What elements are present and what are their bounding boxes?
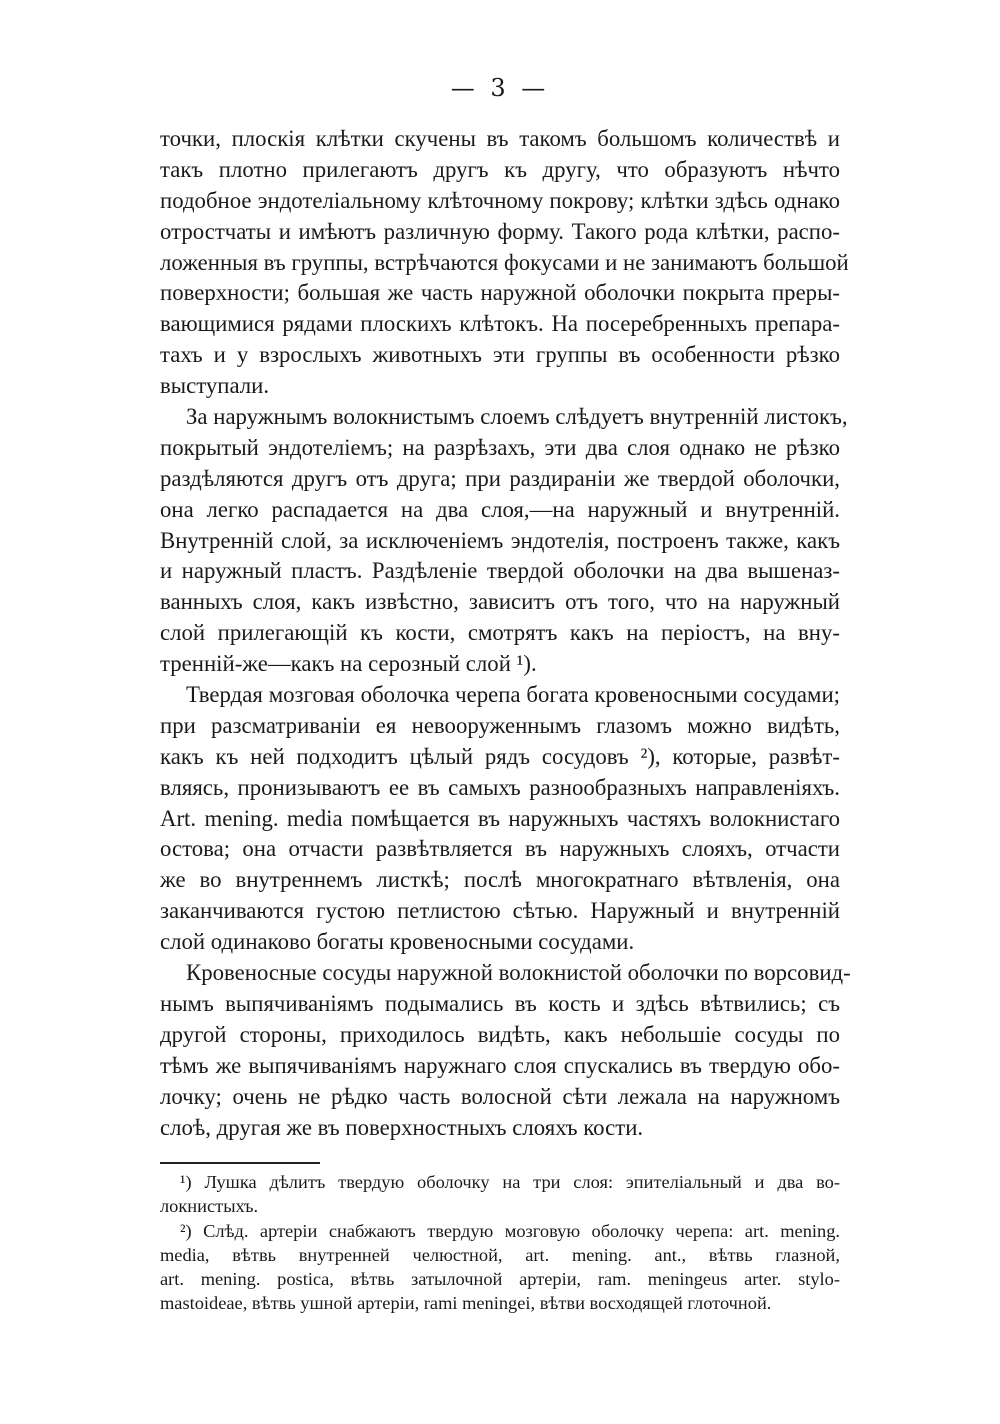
text-line: нымъ выпячиваніямъ подымались въ кость и здѣсь вѣтвились; съ bbox=[160, 990, 840, 1016]
text-line: слой одинаково богаты кровеносными сосудами. bbox=[160, 929, 635, 955]
paragraph bbox=[160, 124, 849, 402]
text-line: Art. mening. media помѣщается въ наружныхъ частяхъ волокнистаго bbox=[160, 805, 840, 831]
footnote-line: локнистыхъ. bbox=[160, 1196, 259, 1217]
text-line: раздѣляются другъ отъ друга; при раздираніи же твердой оболочки, bbox=[160, 465, 840, 491]
footnote-line: ²) Слѣд. артеріи снабжаютъ твердую мозговую оболочку черепа: art. mening. bbox=[180, 1220, 840, 1241]
text-line: слой прилегающій къ кости, смотрятъ какъ на періостъ, на вну- bbox=[160, 620, 840, 646]
page-number: — 3 — bbox=[450, 74, 550, 102]
footnote-divider bbox=[160, 1162, 320, 1164]
footnote-1 bbox=[160, 1170, 840, 1219]
text-line: За наружнымъ волокнистымъ слоемъ слѣдуетъ внутренній листокъ, bbox=[186, 404, 848, 430]
text-line: лочку; очень не рѣдко часть волосной сѣти лежала на наружномъ bbox=[160, 1083, 840, 1109]
text-line: же во внутреннемъ листкѣ; послѣ многократнаго вѣтвленія, она bbox=[160, 867, 840, 893]
text-line: тахъ и у взрослыхъ животныхъ эти группы въ особенности рѣзко bbox=[160, 342, 840, 368]
text-line: заканчиваются густою петлистою сѣтью. Наружный и внутренній bbox=[160, 898, 840, 924]
text-line: Кровеносные сосуды наружной волокнистой оболочки по ворсовид- bbox=[186, 960, 851, 986]
text-line: остова; она отчасти развѣтвляется въ наружныхъ слояхъ, отчасти bbox=[160, 836, 840, 862]
text-line: отростчаты и имѣютъ различную форму. Такого рода клѣтки, распо- bbox=[160, 218, 840, 244]
text-line: при разсматриваніи ея невооруженнымъ глазомъ можно видѣть, bbox=[160, 712, 840, 738]
footnote-line: mastoideae, вѣтвь ушной артеріи, rami meningei, вѣтви восходящей глоточной. bbox=[160, 1293, 772, 1314]
footnote-line: ¹) Лушка дѣлитъ твердую оболочку на три слоя: эпителіальный и два во- bbox=[180, 1172, 840, 1192]
text-line: ванныхъ слоя, какъ извѣстно, зависитъ отъ того, что на наружный bbox=[160, 589, 840, 615]
text-line: точки, плоскія клѣтки скучены въ такомъ большомъ количествѣ и bbox=[160, 126, 840, 151]
text-line: такъ плотно прилегаютъ другъ къ другу, что образуютъ нѣчто bbox=[160, 156, 840, 182]
paragraph bbox=[160, 402, 848, 680]
text-line: вляясь, пронизываютъ ее въ самыхъ разнообразныхъ направленіяхъ. bbox=[160, 774, 840, 800]
text-line: выступали. bbox=[160, 373, 270, 399]
footnote-line: art. mening. postica, вѣтвь затылочной артеріи, ram. meningeus arter. stylo- bbox=[160, 1269, 840, 1290]
text-line: она легко распадается на два слоя,—на наружный и внутренній. bbox=[160, 496, 840, 522]
footnotes bbox=[160, 1170, 840, 1316]
text-line: ложенныя въ группы, встрѣчаются фокусами и не занимаютъ большой bbox=[160, 249, 849, 275]
text-line: другой стороны, приходилось видѣть, какъ небольшіе сосуды по bbox=[160, 1021, 840, 1047]
text-line: слоѣ, другая же въ поверхностныхъ слояхъ кости. bbox=[160, 1114, 644, 1140]
text-line: Внутренній слой, за исключеніемъ эндотелія, построенъ также, какъ bbox=[160, 527, 840, 553]
footnote-line: media, вѣтвь внутренней челюстной, art. mening. ant., вѣтвь глазной, bbox=[160, 1244, 840, 1265]
text-line: тѣмъ же выпячиваніямъ наружнаго слоя спускались въ твердую обо- bbox=[160, 1052, 840, 1078]
text-line: и наружный пластъ. Раздѣленіе твердой оболочки на два вышеназ- bbox=[160, 558, 840, 584]
text-line: поверхности; большая же часть наружной оболочки покрыта преры- bbox=[160, 280, 840, 306]
paragraph bbox=[160, 958, 851, 1143]
text-line: Твердая мозговая оболочка черепа богата кровеносными сосудами; bbox=[186, 682, 840, 708]
footnote-2 bbox=[160, 1219, 840, 1316]
text-line: вающимися рядами плоскихъ клѣтокъ. На посеребренныхъ препара- bbox=[160, 311, 840, 337]
text-line: какъ къ ней подходитъ цѣлый рядъ сосудовъ ²), которые, развѣт- bbox=[160, 743, 840, 769]
text-line: тренній-же—какъ на серозный слой ¹). bbox=[160, 651, 537, 677]
paragraph bbox=[160, 680, 840, 958]
text-line: подобное эндотеліальному клѣточному покрову; клѣтки здѣсь однако bbox=[160, 187, 840, 213]
body-text bbox=[160, 124, 851, 1143]
text-line: покрытый эндотеліемъ; на разрѣзахъ, эти два слоя однако не рѣзко bbox=[160, 434, 840, 460]
